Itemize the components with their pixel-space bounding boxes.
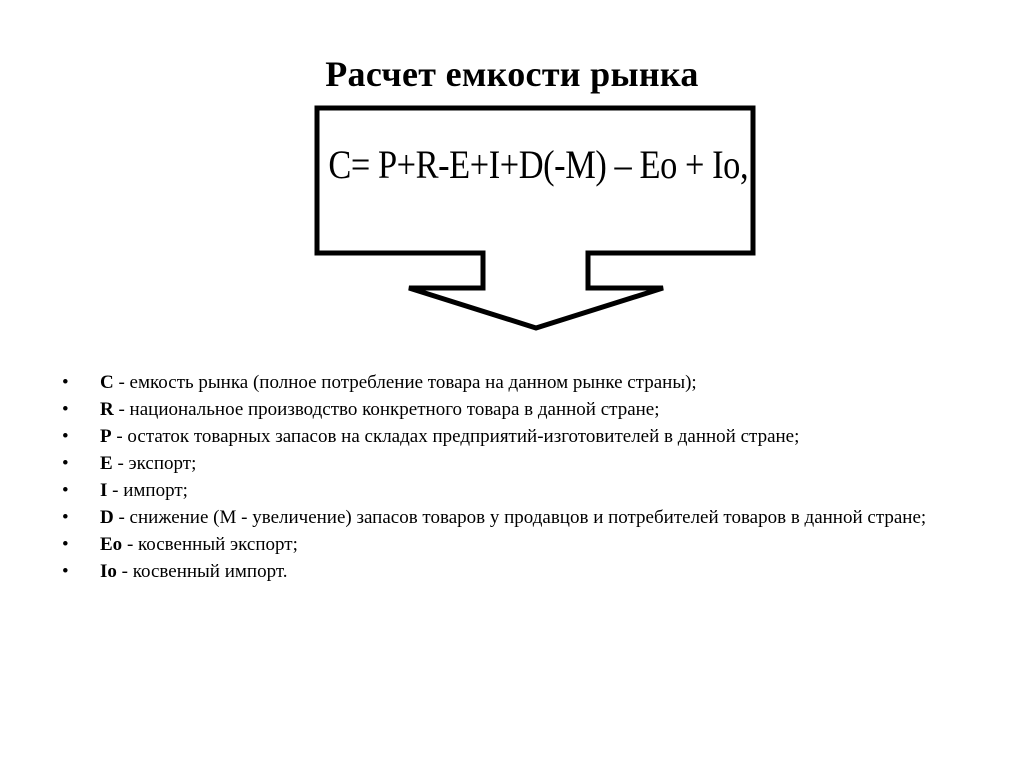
definition-text: - национальное производство конкретного товара в данной стране; [113, 399, 660, 420]
bullet: • [62, 453, 69, 474]
definition-text: - емкость рынка (полное потребление товара на данном рынке страны); [113, 372, 697, 393]
definitions-list [62, 372, 952, 588]
bullet: • [62, 507, 69, 528]
bullet: • [62, 534, 69, 555]
definition-term: P [100, 426, 112, 447]
bullet: • [62, 372, 69, 393]
bullet: • [62, 480, 69, 501]
definition-text: - косвенный импорт. [116, 561, 288, 582]
list-item [62, 453, 952, 475]
definition-text: - остаток товарных запасов на складах предприятий-изготовителей в данной стране; [111, 426, 800, 447]
definition-text: - импорт; [107, 480, 188, 501]
definition-text: - снижение (M - увеличение) запасов товаров у продавцов и потребителей товаров в данной стране; [113, 507, 927, 528]
definition-term: E [100, 453, 113, 474]
list-item [62, 372, 952, 394]
capacity-formula: C= P+R-E+I+D(-M) – Eo + Io, [328, 142, 749, 187]
list-item [62, 399, 952, 421]
slide-title: Расчет емкости рынка [325, 54, 699, 94]
formula-arrow-callout [300, 100, 770, 340]
list-item [62, 426, 952, 448]
definition-term: I [100, 480, 108, 501]
definition-text: - косвенный экспорт; [122, 534, 298, 555]
list-item [62, 561, 952, 583]
bullet: • [62, 426, 69, 447]
definition-term: R [100, 399, 114, 420]
definition-text: - экспорт; [112, 453, 197, 474]
definition-term: Eo [100, 534, 123, 555]
definition-term: Io [100, 561, 117, 582]
bullet: • [62, 399, 69, 420]
bullet: • [62, 561, 69, 582]
definition-term: D [100, 507, 114, 528]
list-item [62, 507, 952, 529]
list-item [62, 480, 952, 502]
list-item [62, 534, 952, 556]
definition-term: C [100, 372, 114, 393]
